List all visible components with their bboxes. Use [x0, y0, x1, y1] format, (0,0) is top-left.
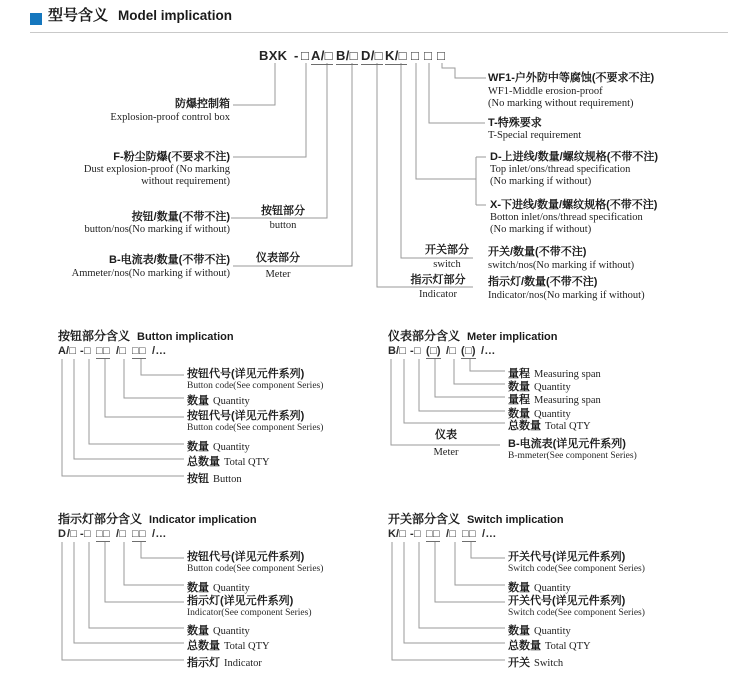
indicator-label-5 — [187, 653, 262, 671]
top-inlet-label-en2: (No marking if without) — [490, 176, 592, 187]
meter-inline-label-zh: 仪表 — [435, 429, 457, 441]
model-code-indicator-group: D/□ — [361, 48, 383, 63]
switch-code-p2: -□ — [410, 528, 421, 540]
meter-inline-label-en: Meter — [433, 447, 459, 458]
model-code-box-wf1: □ — [437, 48, 446, 63]
wf1-label-en2: (No marking without requirement) — [488, 98, 634, 109]
dust-explosion-label-zh: F-粉尘防爆(不要求不注) — [113, 151, 230, 163]
switch-label-3-en: Quantity — [534, 626, 571, 637]
indicator-label-1-en: Quantity — [213, 583, 250, 594]
button-qty-label-zh: 按钮/数量(不带不注) — [131, 211, 230, 223]
indicator-part-label-en: Indicator — [419, 289, 457, 300]
switch-code-p3: □□ — [426, 528, 440, 540]
special-requirement-label-zh: T-特殊要求 — [488, 117, 542, 129]
button-label-1-en: Quantity — [213, 396, 250, 407]
switch-label-1-zh: 数量 — [508, 582, 530, 594]
indicator-section-title-zh: 指示灯部分含义 — [58, 512, 143, 526]
dust-explosion-label-en1: Dust explosion-proof (No marking — [83, 164, 230, 175]
button-label-2-en: Button code(See component Series) — [187, 423, 324, 433]
header-divider — [30, 32, 728, 33]
model-code-dash: - — [294, 48, 299, 63]
indicator-section-lines — [62, 542, 184, 660]
switch-section-title-zh: 开关部分含义 — [388, 512, 461, 526]
button-label-4-zh: 总数量 — [187, 456, 220, 468]
indicator-label-4-zh: 总数量 — [187, 640, 220, 652]
indicator-label-3-zh: 数量 — [187, 625, 209, 637]
button-label-3-en: Quantity — [213, 442, 250, 453]
button-code-p3: □□ — [96, 345, 110, 357]
switch-code-p5: □□ — [462, 528, 476, 540]
indicator-part-label-zh: 指示灯部分 — [410, 274, 466, 286]
button-code-p4: /□ — [116, 345, 127, 357]
switch-label-0-zh: 开关代号(详见元件系列) — [508, 551, 626, 563]
meter-code-p5: (□) — [461, 345, 476, 357]
button-section-title — [58, 327, 234, 345]
button-label-1-zh: 数量 — [187, 395, 209, 407]
model-code-meter-group: B/□ — [336, 48, 358, 63]
button-label-0-en: Button code(See component Series) — [187, 381, 324, 391]
switch-qty-label-zh: 开关/数量(不带不注) — [488, 246, 587, 258]
indicator-label-4 — [187, 636, 270, 654]
model-code-box-inlet: □ — [411, 48, 420, 63]
meter-label-3-zh: 数量 — [508, 408, 530, 420]
switch-label-4-en: Total QTY — [545, 641, 591, 652]
wf1-label-zh: WF1-户外防中等腐蚀(不要求不注) — [488, 72, 655, 84]
model-code-box-special: □ — [424, 48, 433, 63]
explosion-proof-box-label-zh: 防爆控制箱 — [175, 98, 230, 110]
switch-label-1 — [508, 578, 571, 596]
meter-label-1-en: Quantity — [534, 382, 571, 393]
switch-code-p6: /… — [482, 528, 497, 540]
indicator-code-p5: □□ — [132, 528, 146, 540]
switch-label-2-en: Switch code(See component Series) — [508, 608, 645, 618]
indicator-code-p1: /□ — [67, 528, 78, 540]
meter-code-p6: /… — [481, 345, 496, 357]
meter-section-title-zh: 仪表部分含义 — [388, 329, 461, 343]
page-title-en: Model implication — [118, 8, 233, 23]
button-code-p5: □□ — [132, 345, 146, 357]
indicator-label-3-en: Quantity — [213, 626, 250, 637]
button-code-p1: /□ — [66, 345, 77, 357]
indicator-qty-label-en: Indicator/nos(No marking if without) — [488, 290, 645, 301]
bottom-inlet-label-en1: Botton inlet/ons/thread specification — [490, 212, 643, 223]
meter-label-0-en: Measuring span — [534, 369, 601, 380]
header-bullet-icon — [30, 13, 42, 25]
bottom-inlet-label-zh: X-下进线/数量/螺纹规格(不带不注) — [490, 199, 658, 211]
switch-code-p0: K — [388, 528, 397, 540]
button-code-p0: A — [58, 345, 67, 357]
indicator-code-p6: /… — [152, 528, 167, 540]
meter-label-0-zh: 量程 — [508, 368, 530, 380]
switch-label-5-en: Switch — [534, 658, 564, 669]
button-section-title-en: Button implication — [137, 331, 234, 343]
indicator-code-p3: □□ — [96, 528, 110, 540]
button-code-p6: /… — [152, 345, 167, 357]
page-title — [48, 7, 232, 25]
button-qty-label-en: button/nos(No marking if without) — [84, 224, 230, 235]
model-code-button-group: A/□ — [311, 48, 333, 63]
indicator-label-5-zh: 指示灯 — [187, 657, 220, 669]
button-label-3-zh: 数量 — [187, 441, 209, 453]
meter-code-p2: -□ — [410, 345, 421, 357]
switch-part-label-zh: 开关部分 — [425, 244, 469, 256]
button-section-title-zh: 按钮部分含义 — [58, 329, 131, 343]
top-inlet-label-en1: Top inlet/ons/thread specification — [490, 164, 631, 175]
indicator-label-4-en: Total QTY — [224, 641, 270, 652]
switch-code-p4: /□ — [446, 528, 457, 540]
model-code-box-f: □ — [301, 48, 310, 63]
model-code-prefix: BXK — [259, 48, 288, 63]
meter-label-4 — [508, 416, 591, 434]
dust-explosion-label-en2: without requirement) — [141, 176, 230, 187]
meter-label-5-zh: B-电流表(详见元件系列) — [508, 438, 626, 450]
indicator-label-1 — [187, 578, 250, 596]
button-part-label-en: button — [269, 220, 297, 231]
indicator-label-0-zh: 按钮代号(详见元件系列) — [187, 551, 305, 563]
top-inlet-label-zh: D-上进线/数量/螺纹规格(不带不注) — [490, 151, 659, 163]
indicator-code-p4: /□ — [116, 528, 127, 540]
switch-label-4 — [508, 636, 591, 654]
indicator-label-2-zh: 指示灯(详见元件系列) — [187, 595, 294, 607]
switch-label-5-zh: 开关 — [508, 657, 530, 669]
switch-label-1-en: Quantity — [534, 583, 571, 594]
ammeter-qty-label-en: Ammeter/nos(No marking if without) — [71, 268, 230, 279]
button-code-p2: -□ — [80, 345, 91, 357]
switch-label-0-en: Switch code(See component Series) — [508, 564, 645, 574]
indicator-label-2-en: Indicator(See component Series) — [187, 608, 312, 618]
meter-code-p3: (□) — [426, 345, 441, 357]
special-requirement-label-en: T-Special requirement — [488, 130, 582, 141]
switch-qty-label-en: switch/nos(No marking if without) — [488, 260, 635, 271]
switch-section-lines — [392, 542, 505, 660]
meter-label-3-en: Quantity — [534, 409, 571, 420]
switch-label-2-zh: 开关代号(详见元件系列) — [508, 595, 626, 607]
indicator-label-0-en: Button code(See component Series) — [187, 564, 324, 574]
explosion-proof-box-label-en: Explosion-proof control box — [110, 112, 230, 123]
meter-label-4-zh: 总数量 — [508, 420, 541, 432]
button-label-4-en: Total QTY — [224, 457, 270, 468]
button-section-lines — [62, 359, 184, 476]
indicator-label-1-zh: 数量 — [187, 582, 209, 594]
button-part-label-zh: 按钮部分 — [261, 205, 305, 217]
bottom-inlet-label-en2: (No marking if without) — [490, 224, 592, 235]
meter-section-title — [388, 327, 557, 345]
meter-part-label-zh: 仪表部分 — [256, 252, 300, 264]
page-title-zh: 型号含义 — [48, 7, 109, 24]
switch-code-p1: /□ — [396, 528, 407, 540]
button-label-4 — [187, 452, 270, 470]
meter-section-title-en: Meter implication — [467, 331, 558, 343]
meter-code-p0: B — [388, 345, 397, 357]
indicator-section-title — [58, 510, 257, 528]
wf1-label-en1: WF1-Middle erosion-proof — [488, 86, 603, 97]
ammeter-qty-label-zh: B-电流表/数量(不带不注) — [109, 254, 230, 266]
button-label-5 — [187, 469, 242, 487]
meter-part-label-en: Meter — [265, 269, 291, 280]
meter-label-2-zh: 量程 — [508, 394, 530, 406]
meter-label-5-en: B-mmeter(See component Series) — [508, 451, 637, 461]
indicator-label-5-en: Indicator — [224, 658, 262, 669]
meter-label-1-zh: 数量 — [508, 381, 530, 393]
indicator-qty-label-zh: 指示灯/数量(不带不注) — [488, 276, 598, 288]
switch-section-title — [388, 510, 564, 528]
switch-label-3-zh: 数量 — [508, 625, 530, 637]
meter-label-2-en: Measuring span — [534, 395, 601, 406]
switch-section-title-en: Switch implication — [467, 514, 564, 526]
button-label-5-en: Button — [213, 474, 242, 485]
switch-part-label-en: switch — [433, 259, 461, 270]
meter-code-p4: /□ — [446, 345, 457, 357]
meter-code-p1: /□ — [396, 345, 407, 357]
button-label-2-zh: 按钮代号(详见元件系列) — [187, 410, 305, 422]
indicator-section-title-en: Indicator implication — [149, 514, 257, 526]
meter-label-4-en: Total QTY — [545, 421, 591, 432]
model-code-switch-group: K/□ — [385, 48, 407, 63]
button-label-5-zh: 按钮 — [187, 473, 209, 485]
button-label-1 — [187, 391, 250, 409]
indicator-code-p0: D — [58, 528, 67, 540]
switch-label-4-zh: 总数量 — [508, 640, 541, 652]
switch-label-5 — [508, 653, 563, 671]
button-label-0-zh: 按钮代号(详见元件系列) — [187, 368, 305, 380]
indicator-code-p2: -□ — [80, 528, 91, 540]
